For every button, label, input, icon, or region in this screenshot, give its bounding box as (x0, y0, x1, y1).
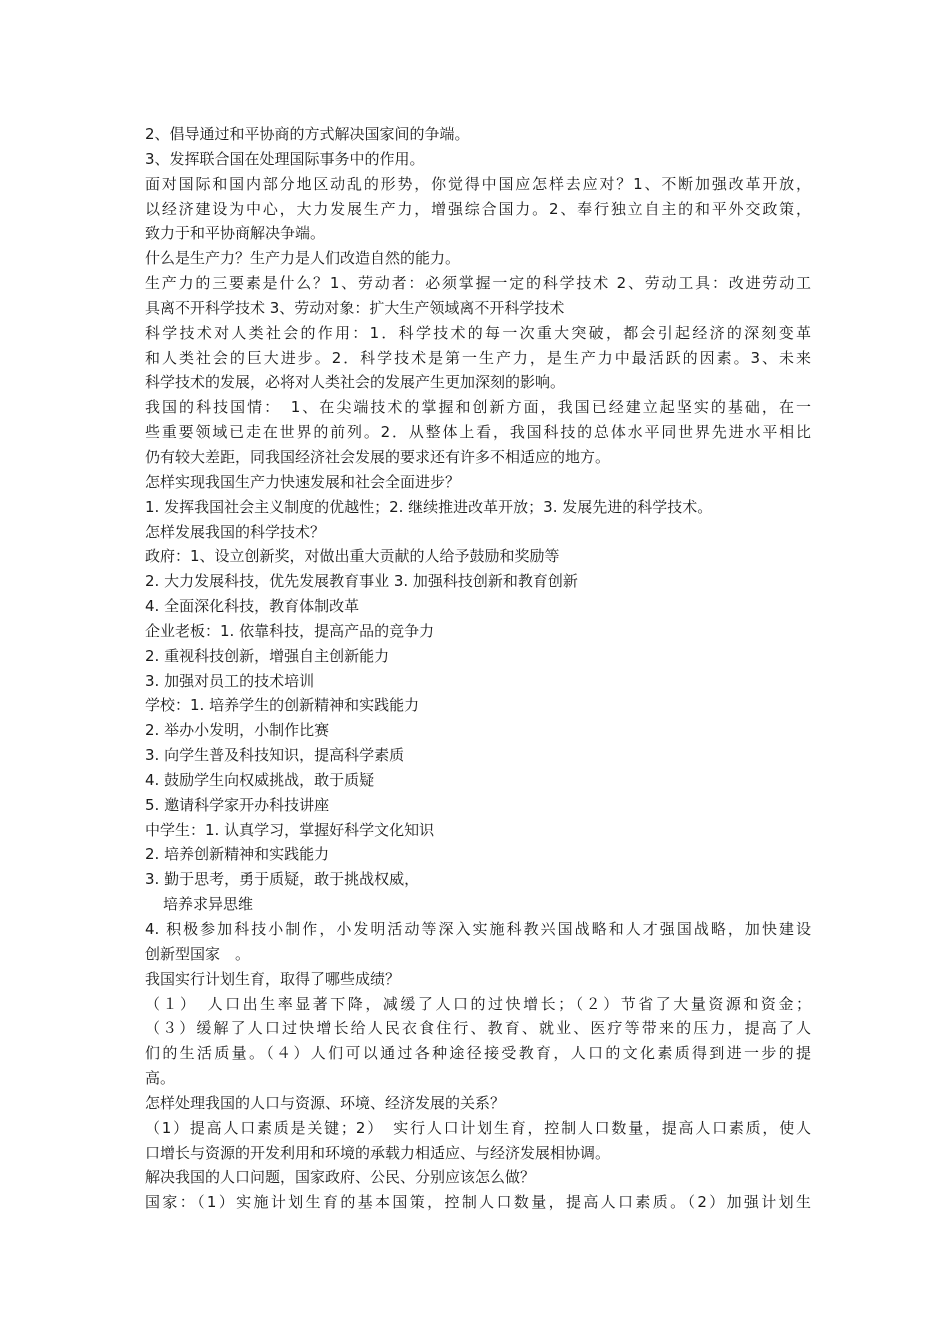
text-line: 3. 加强对员工的技术培训 (145, 671, 315, 690)
text-line: 国家：（1）实施计划生育的基本国策，控制人口数量，提高人口素质。（2）加强计划生 (145, 1193, 811, 1212)
text-line: 4. 鼓励学生向权威挑战，敢于质疑 (145, 770, 375, 789)
text-line: 和人类社会的巨大进步。2．科学技术是第一生产力，是生产力中最活跃的因素。3、未来 (145, 348, 811, 367)
text-line: 怎样实现我国生产力快速发展和社会全面进步？ (145, 472, 461, 491)
text-line: 我国实行计划生育，取得了哪些成绩？ (145, 969, 401, 988)
text-line: （1）提高人口素质是关键；2） 实行人口计划生育，控制人口数量，提高人口素质，使人 (145, 1118, 811, 1137)
text-line: 具离不开科学技术 3、劳动对象：扩大生产领域离不开科学技术 (145, 298, 565, 317)
text-line: 科学技术的发展，必将对人类社会的发展产生更加深刻的影响。 (145, 373, 566, 392)
text-line: 以经济建设为中心，大力发展生产力，增强综合国力。2、奉行独立自主的和平外交政策， (145, 199, 811, 218)
text-line: 什么是生产力？生产力是人们改造自然的能力。 (145, 249, 461, 268)
text-line: 3. 向学生普及科技知识，提高科学素质 (145, 746, 405, 765)
text-line: 2. 举办小发明，小制作比赛 (145, 721, 330, 740)
text-line: 学校：1. 培养学生的创新精神和实践能力 (145, 696, 420, 715)
document-body (145, 122, 811, 1215)
text-line: 4. 积极参加科技小制作，小发明活动等深入实施科教兴国战略和人才强国战略，加快建设 (145, 920, 811, 938)
text-line: 3、发挥联合国在处理国际事务中的作用。 (145, 149, 425, 168)
text-line: 政府：1、设立创新奖，对做出重大贡献的人给予鼓励和奖励等 (145, 547, 560, 566)
text-line: 口增长与资源的开发利用和环境的承载力相适应、与经济发展相协调。 (145, 1143, 611, 1162)
text-line: 生产力的三要素是什么？1、劳动者：必须掌握一定的科学技术 2、劳动工具：改进劳动工 (145, 274, 811, 293)
text-line: 2. 重视科技创新，增强自主创新能力 (145, 646, 390, 665)
text-line: 中学生：1. 认真学习，掌握好科学文化知识 (145, 820, 435, 839)
text-line: 3. 勤于思考，勇于质疑，敢于挑战权威， (145, 870, 420, 889)
text-line: 创新型国家 。 (145, 944, 251, 963)
text-line: 致力于和平协商解决争端。 (145, 224, 326, 243)
text-line: 2. 大力发展科技，优先发展教育事业 3. 加强科技创新和教育创新 (145, 572, 578, 591)
text-line: 高。 (145, 1069, 176, 1088)
text-line: 4. 全面深化科技，教育体制改革 (145, 597, 360, 616)
text-line: 解决我国的人口问题，国家政府、公民、分别应该怎么做？ (145, 1168, 536, 1187)
text-line: 2. 培养创新精神和实践能力 (145, 845, 330, 864)
text-line: 些重要领域已走在世界的前列。2．从整体上看，我国科技的总体水平同世界先进水平相比 (145, 423, 811, 442)
text-line: 怎样处理我国的人口与资源、环境、经济发展的关系？ (145, 1093, 506, 1112)
text-line: （３）缓解了人口过快增长给人民衣食住行、教育、就业、医疗等带来的压力，提高了人 (145, 1019, 811, 1038)
text-line: 1. 发挥我国社会主义制度的优越性；2. 继续推进改革开放；3. 发展先进的科学技术。 (145, 497, 713, 516)
text-line: 怎样发展我国的科学技术？ (145, 522, 326, 541)
text-line: 企业老板：1. 依靠科技，提高产品的竞争力 (145, 621, 435, 640)
text-line: 仍有较大差距，同我国经济社会发展的要求还有许多不相适应的地方。 (145, 447, 611, 466)
text-line: 2、倡导通过和平协商的方式解决国家间的争端。 (145, 125, 470, 143)
text-line: 培养求异思维 (163, 895, 254, 914)
text-line: 们的生活质量。（４）人们可以通过各种途径接受教育，人口的文化素质得到进一步的提 (145, 1044, 811, 1063)
text-line: 我国的科技国情： 1、在尖端技术的掌握和创新方面，我国已经建立起坚实的基础，在一 (145, 398, 811, 417)
text-line: 5. 邀请科学家开办科技讲座 (145, 795, 330, 814)
text-line: 面对国际和国内部分地区动乱的形势，你觉得中国应怎样去应对？1、不断加强改革开放， (145, 174, 811, 193)
text-line: （１） 人口出生率显著下降，减缓了人口的过快增长；（２）节省了大量资源和资金； (145, 994, 811, 1013)
text-line: 科学技术对人类社会的作用：1．科学技术的每一次重大突破，都会引起经济的深刻变革 (145, 323, 811, 342)
